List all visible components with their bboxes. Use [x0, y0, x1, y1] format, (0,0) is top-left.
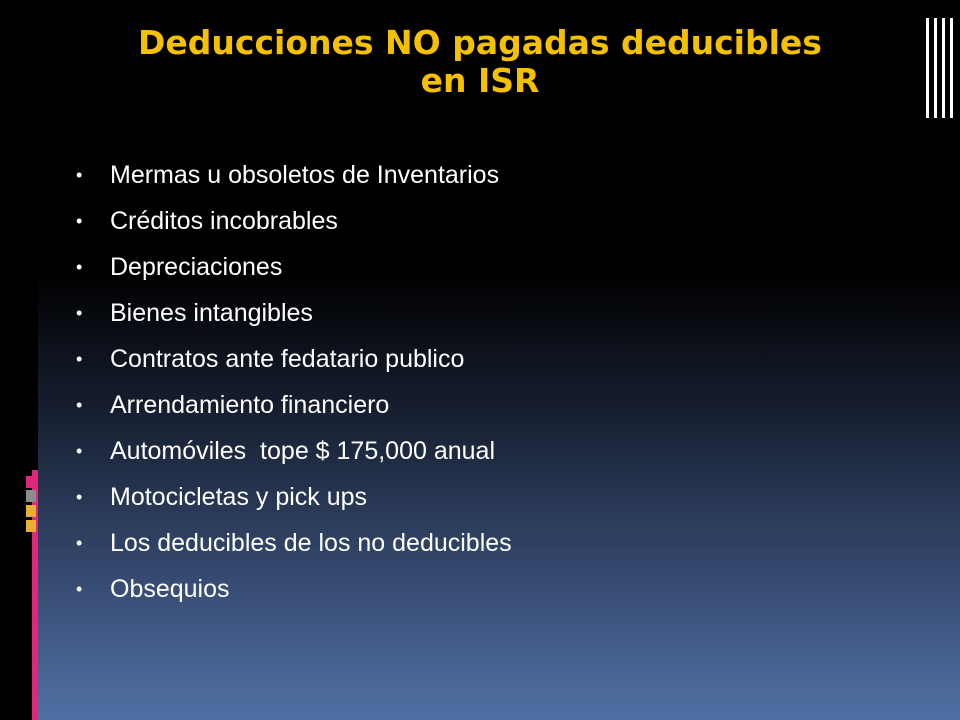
- bullet-dot: •: [76, 257, 83, 277]
- bullet-text: Depreciaciones: [110, 253, 283, 281]
- deco-line: [950, 18, 953, 118]
- pink-accent-square: [26, 476, 36, 488]
- bullet-text: Créditos incobrables: [110, 207, 338, 235]
- bullet-dot: •: [76, 303, 83, 323]
- bullet-item: [76, 340, 512, 386]
- bullet-item: [76, 386, 512, 432]
- deco-line: [942, 18, 945, 118]
- bullet-text: Mermas u obsoletos de Inventarios: [110, 161, 500, 189]
- bullet-dot: •: [76, 349, 83, 369]
- bullet-item: [76, 524, 512, 570]
- slide-title-line1: Deducciones NO pagadas deducibles: [138, 23, 822, 62]
- bullet-item: [76, 294, 512, 340]
- bullet-dot: •: [76, 533, 83, 553]
- gold-accent-square: [26, 505, 36, 517]
- bullet-item: [76, 570, 512, 616]
- slide-title-line2: en ISR: [420, 61, 540, 100]
- deco-line: [934, 18, 937, 118]
- bullet-text: Arrendamiento financiero: [110, 391, 390, 419]
- gray-accent-square: [26, 490, 36, 502]
- bullet-text: Automóviles tope $ 175,000 anual: [110, 437, 495, 465]
- bullet-text: Bienes intangibles: [110, 299, 313, 327]
- bullet-text: Los deducibles de los no deducibles: [110, 529, 512, 557]
- bullet-item: [76, 432, 512, 478]
- deco-line: [926, 18, 929, 118]
- corner-lines-decoration: [920, 0, 960, 120]
- bullet-dot: •: [76, 165, 83, 185]
- bullet-dot: •: [76, 579, 83, 599]
- bullet-item: [76, 156, 512, 202]
- gold-accent-square: [26, 520, 36, 532]
- bullet-item: [76, 248, 512, 294]
- bullet-text: Obsequios: [110, 575, 230, 603]
- bullet-dot: •: [76, 395, 83, 415]
- bullet-dot: •: [76, 211, 83, 231]
- bullet-dot: •: [76, 487, 83, 507]
- bullet-text: Contratos ante fedatario publico: [110, 345, 465, 373]
- slide-title: [50, 24, 910, 100]
- bullet-item: [76, 202, 512, 248]
- bullet-item: [76, 478, 512, 524]
- bullet-text: Motocicletas y pick ups: [110, 483, 368, 511]
- bullet-list: [76, 156, 512, 616]
- bullet-dot: •: [76, 441, 83, 461]
